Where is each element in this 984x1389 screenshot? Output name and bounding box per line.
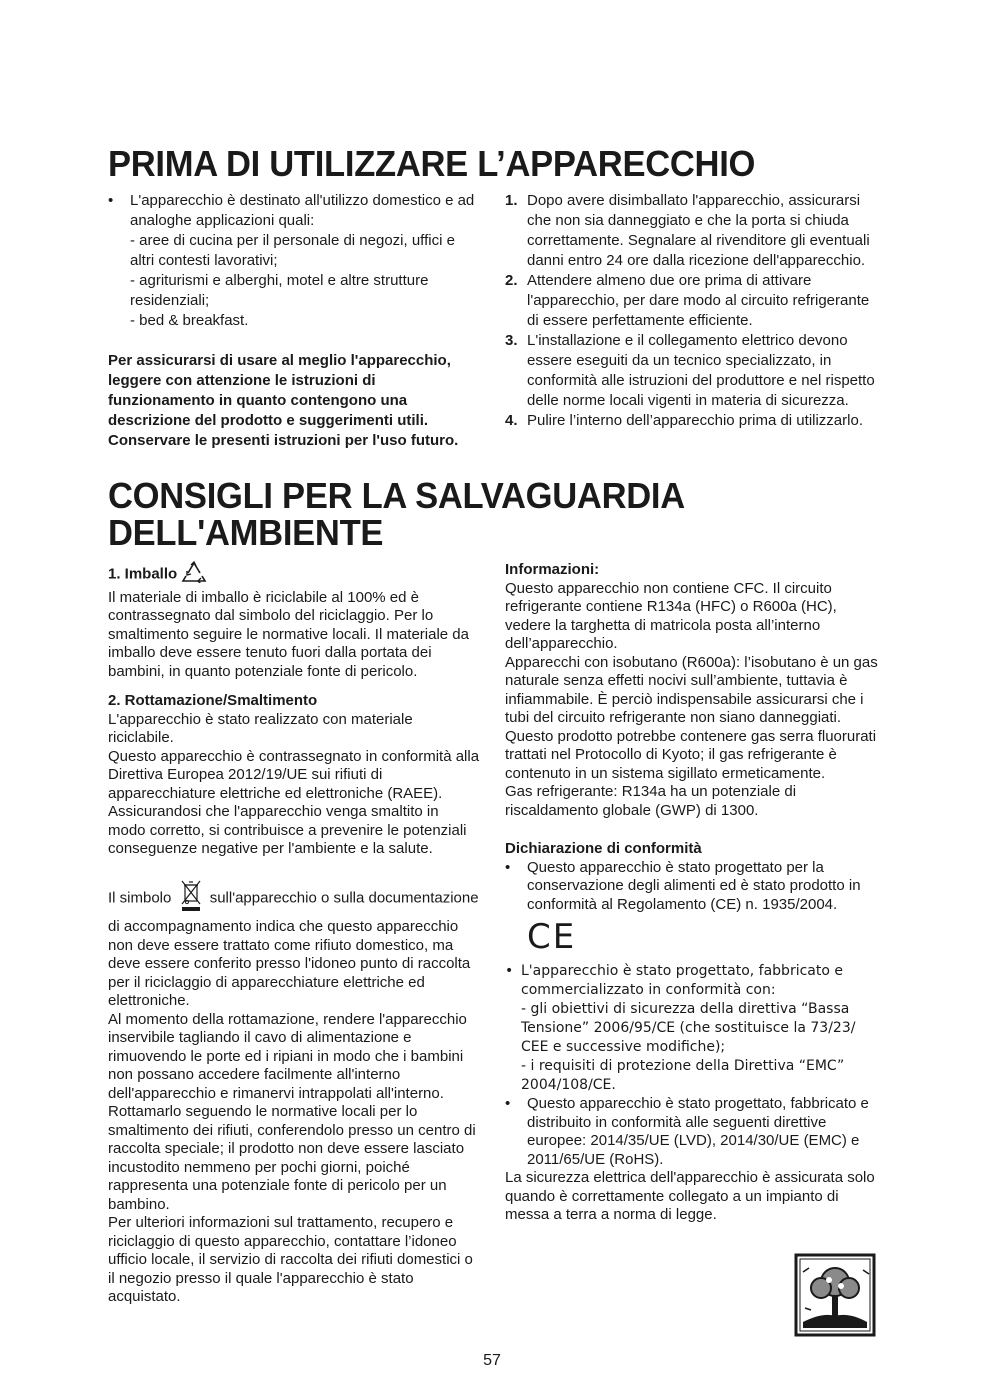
sub-item: - gli obiettivi di sicurezza della direttiva “Bassa Tensione” 2006/95/CE (che sostituisce la 73/23/ CEE e successive modifiche);	[521, 1001, 856, 1055]
environment-right-column	[505, 561, 880, 1225]
section-title-prima: PRIMA DI UTILIZZARE L’APPARECCHIO	[108, 143, 756, 184]
rottamazione-paragraph: L'apparecchio è stato realizzato con materiale riciclabile.	[108, 710, 413, 746]
imballo-text: Il materiale di imballo è riciclabile al 100% ed è contrassegnato dal simbolo del riciclaggio. Per lo smaltimento seguire le normative locali. Il materiale da imballo deve essere tenuto fuori dalla portata dei bambini, in quanto potenziale fonte di pericolo.	[108, 588, 469, 680]
environment-left-column	[108, 561, 480, 1307]
ce-mark-row	[505, 918, 880, 956]
usage-sub-list	[108, 231, 480, 331]
conformita-sub-list	[505, 1000, 880, 1095]
closing-paragraph: La sicurezza elettrica dell'apparecchio è assicurata solo quando è correttamente collegato a un impianto di messa a terra a norma di legge.	[505, 1169, 875, 1223]
informazioni-paragraph: Apparecchi con isobutano (R600a): l’isobutano è un gas naturale senza effetti nocivi sull’ambiente, tuttavia è infiammabile. È perciò indispensabile assicurarsi che i tubi del circuito refrigerante non siano danneggiati.	[505, 653, 878, 726]
ce-mark-icon: CE	[527, 917, 577, 957]
step-item: 1. Dopo avere disimballato l'apparecchio, assicurarsi che non sia danneggiato e che la porta si chiuda correttamente. Segnalare al rivenditore gli eventuali danni entro 24 ore dalla ricezione dell'apparecchio.	[505, 192, 870, 269]
step-item: 4. Pulire l’interno dell’apparecchio prima di utilizzarlo.	[505, 412, 863, 429]
section-title-consigli-line2: DELL'AMBIENTE	[108, 512, 384, 553]
informazioni-heading: Informazioni:	[505, 561, 600, 578]
intro-steps-column	[505, 191, 880, 431]
informazioni-paragraph: Gas refrigerante: R134a ha un potenziale di riscaldamento globale (GWP) di 1300.	[505, 783, 797, 819]
crossed-bin-icon	[180, 879, 202, 919]
rottamazione-paragraph: Al momento della rottamazione, rendere l'apparecchio inservibile tagliando il cavo di alimentazione e rimuovendo le porte ed i ripiani in modo che i bambini non possano accedere facilmente all'interno dell'apparecchio e rimanervi intrappolati all'interno.	[108, 1010, 467, 1102]
step-item: 2. Attendere almeno due ore prima di attivare l'apparecchio, per dare modo al circuito refrigerante di essere perfettamente efficiente.	[505, 272, 870, 329]
rottamazione-paragraph: Questo apparecchio è contrassegnato in conformità alla Direttiva Europea 2012/19/UE sui rifiuti di apparecchiature elettriche ed elettroniche (RAEE).	[108, 747, 480, 802]
rottamazione-heading: 2. Rottamazione/Smaltimento	[108, 692, 318, 709]
weee-symbol-paragraph: Il simbolo sull'apparecchio o sulla documentazione di accompagnamento indica che questo apparecchio non deve essere trattato come rifiuto domestico, ma deve essere conferito presso l'idoneo punto di raccolta per il riciclaggio di apparecchiature elettriche ed elettroniche.	[108, 879, 480, 1011]
informazioni-paragraph: Questo prodotto potrebbe contenere gas serra fluorurati trattati nel Protocollo di Kyoto; il gas refrigerante è contenuto in un sistema sigillato ermeticamente.	[505, 727, 877, 782]
section-title-consigli-line1: CONSIGLI PER LA SALVAGUARDIA	[108, 475, 685, 516]
page-number: 57	[483, 1352, 501, 1369]
conformita-bullet: • Questo apparecchio è stato progettato, fabbricato e distribuito in conformità alle seguenti direttive europee: 2014/35/UE (LVD), 2014/30/UE (EMC) e 2011/65/UE (RoHS).	[505, 1095, 880, 1169]
conformita-bullet: • Questo apparecchio è stato progettato per la conservazione degli alimenti ed è stato prodotto in conformità al Regolamento (CE) n. 1935/2004.	[505, 859, 880, 915]
conformita-bullet: • L'apparecchio è stato progettato, fabbricato e commercializzato in conformità con:	[505, 962, 880, 1000]
environment-tree-logo	[793, 1252, 877, 1338]
rottamazione-paragraph: Assicurandosi che l'apparecchio venga smaltito in modo corretto, si contribuisce a prevenire le potenziali conseguenze negative per l'ambiente e la salute.	[108, 803, 467, 857]
recycle-icon	[181, 561, 207, 589]
step-item: 3. L'installazione e il collegamento elettrico devono essere eseguiti da un tecnico specializzato, in conformità alle istruzioni del produttore e nel rispetto delle norme locali vigenti in materia di sicurezza.	[505, 332, 875, 409]
sub-item: - i requisiti di protezione della Direttiva “EMC” 2004/108/CE.	[521, 1058, 845, 1093]
sub-item: - agriturismi e alberghi, motel e altre strutture residenziali;	[130, 272, 429, 309]
rottamazione-paragraph: Rottamarlo seguendo le normative locali per lo smaltimento dei rifiuti, conferendolo presso un centro di raccolta speciale; il prodotto non deve essere lasciato incustodito nemmeno per pochi giorni, poiché rappresenta una potenziale fonte di pericolo per un bambino.	[108, 1103, 476, 1213]
conformita-heading: Dichiarazione di conformità	[505, 840, 702, 857]
intro-left-column	[108, 191, 480, 451]
sub-item: - aree di cucina per il personale di negozi, uffici e altri contesti lavorativi;	[130, 232, 455, 269]
rottamazione-paragraph: Per ulteriori informazioni sul trattamento, recupero e riciclaggio di questo apparecchio, contattare l’idoneo ufficio locale, il servizio di raccolta dei rifiuti domestici o il negozio presso il quale l'apparecchio è stato acquistato.	[108, 1214, 473, 1305]
usage-bullet: • L'apparecchio è destinato all'utilizzo domestico e ad analoghe applicazioni quali:	[108, 191, 480, 231]
informazioni-paragraph: Questo apparecchio non contiene CFC. Il circuito refrigerante contiene R134a (HFC) o R600a (HC), vedere la targhetta di matricola posta all’interno dell’apparecchio.	[505, 579, 837, 652]
bold-instructions-note: Per assicurarsi di usare al meglio l'apparecchio, leggere con attenzione le istruzioni di funzionamento in quanto contengono una descrizione del prodotto e suggerimenti utili. Conservare le presenti istruzioni per l'uso futuro.	[108, 352, 459, 449]
imballo-heading: 1. Imballo	[108, 565, 178, 583]
sub-item: - bed & breakfast.	[130, 312, 249, 329]
imballo-heading-row	[108, 561, 480, 589]
